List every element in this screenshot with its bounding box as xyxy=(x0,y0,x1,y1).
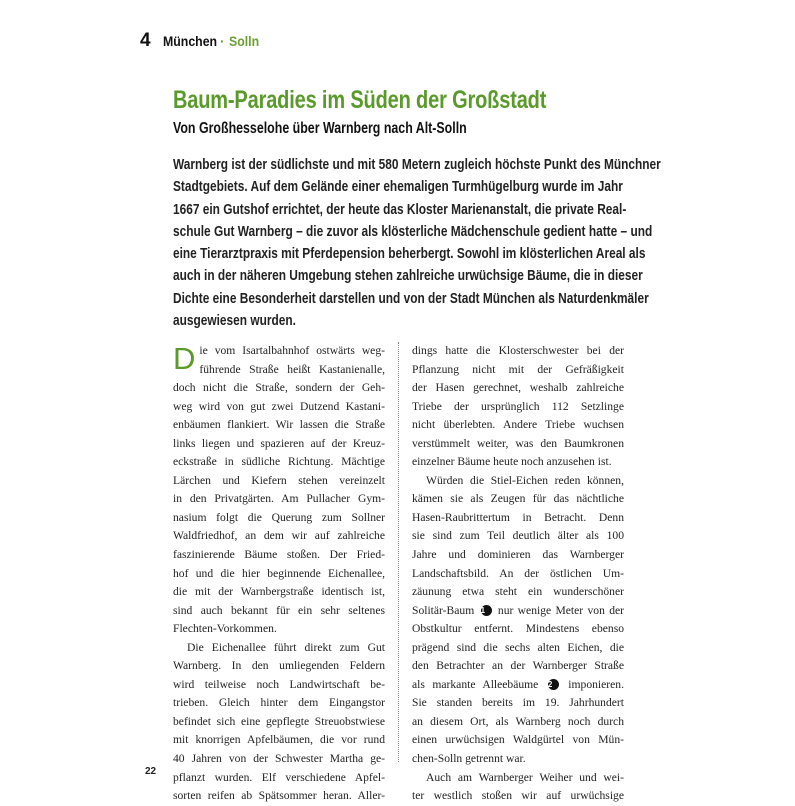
intro-line: Stadtgebiets. Auf dem Gelände einer ehemaligen Turmhügelburg wurde im Jahr xyxy=(173,179,623,196)
text-line: führende Straße heißt Kastanienalle, xyxy=(199,362,385,376)
text-line: 40 Jahren von der Schwester Martha ge- xyxy=(173,752,385,766)
text-line: Jahre und dominieren das Warnberger xyxy=(412,548,624,562)
text-line: chen-Solln getrennt war. xyxy=(412,752,526,766)
text-line: mit knorrigen Apfelbäumen, die vor rund xyxy=(173,733,385,747)
text-line-with-marker xyxy=(412,602,624,621)
text-line: verstümmelt weiter, was den Baumkronen xyxy=(412,436,624,450)
text-line: weg wird von gut zwei Dutzend Kastani- xyxy=(173,399,385,413)
text-line: trieben. Gleich hinter dem Eingangstor xyxy=(173,696,385,710)
drop-cap: D xyxy=(173,341,196,376)
text-line: links liegen und spazieren auf der Kreuz- xyxy=(173,436,385,450)
left-column xyxy=(173,342,385,806)
text-line: nasium folgt die Querung zum Sollner xyxy=(173,510,385,524)
text-fragment: imponieren. xyxy=(568,677,624,691)
text-line: wird teilweise noch Landwirtschaft be- xyxy=(173,677,385,691)
text-line: Warnberg. In den umliegenden Feldern xyxy=(173,659,385,673)
intro-paragraph xyxy=(173,154,661,332)
intro-line: Dichte eine Besonderheit darstellen und von der Stadt München als Naturdenkmäler xyxy=(173,290,649,307)
chapter-city: München xyxy=(162,33,217,49)
chapter-district: Solln xyxy=(228,33,259,49)
text-line: Triebe der ursprünglich 112 Setzlinge xyxy=(412,399,624,413)
map-marker-2-badge: 2 xyxy=(548,679,559,690)
intro-line: eine Tierarztpraxis mit Pferdepension beherbergt. Sowohl im klösterlichen Areal als xyxy=(173,246,646,263)
text-line: einzelner Bäume heute noch anzusehen ist. xyxy=(412,455,612,469)
text-line: kämen sie als Zeugen für das nächtliche xyxy=(412,492,624,506)
text-line: faszinierende Bäume stoßen. Der Fried- xyxy=(173,548,385,562)
map-marker-1-badge: 1 xyxy=(481,605,492,616)
intro-line: Warnberg ist der südlichste und mit 580 Metern zugleich höchste Punkt des Münchner xyxy=(173,157,661,173)
text-line: zäunung etwa steht ein wunderschöner xyxy=(412,585,624,599)
text-line: Die Eichenallee führt direkt zum Gut xyxy=(187,640,385,654)
intro-line: ausgewiesen wurden. xyxy=(173,313,296,330)
text-line: prägend sind die sechs alten Eichen, die xyxy=(412,640,624,654)
text-line: Lärchen und Kiefern stehen vereinzelt xyxy=(173,473,385,487)
text-line: ter westlich stoßen wir auf urwüchsige xyxy=(412,789,624,803)
right-column xyxy=(412,342,624,806)
text-line: Würden die Stiel-Eichen reden können, xyxy=(426,473,624,487)
text-line: Waldfriedhof, an dem wir auf zahlreiche xyxy=(173,529,385,543)
text-fragment: als markante Alleebäume xyxy=(412,677,539,691)
text-line: doch nicht die Straße, sondern der Geh- xyxy=(173,381,385,395)
text-line: Landschaftsbild. An der östlichen Um- xyxy=(412,566,624,580)
intro-line: auch in der näheren Umgebung stehen zahlreiche urwüchsige Bäume, die in dieser xyxy=(173,268,643,285)
text-line: Flechten-Vorkommen. xyxy=(173,622,277,636)
text-line: Obstkultur entfernt. Mindestens ebenso xyxy=(412,622,624,636)
chapter-number: 4 xyxy=(140,30,151,51)
page-subtitle: Von Großhesselohe über Warnberg nach Alt-Solln xyxy=(173,120,467,137)
text-fragment: nur wenige Meter von der xyxy=(497,603,624,617)
text-line: Auch am Warnberger Weiher und wei- xyxy=(426,770,624,784)
text-line: Hasen-Raubrittertum in Betracht. Denn xyxy=(412,510,624,524)
text-line: sorten reifen ab Spätsommer heran. Aller- xyxy=(173,789,385,803)
chapter-header xyxy=(140,30,263,52)
text-line-with-marker xyxy=(412,676,624,695)
text-line: nicht überlebten. Andere Triebe wuchsen xyxy=(412,418,624,432)
text-line: den Betrachter an der Warnberger Straße xyxy=(412,659,624,673)
text-line: an diesem Ort, als Warnberg noch durch xyxy=(412,714,624,728)
text-line: eckstraße in südliche Richtung. Mächtige xyxy=(173,455,385,469)
text-line: Sie standen bereits im 19. Jahrhundert xyxy=(412,696,624,710)
text-line: befindet sich eine gepflegte Streuobstwiese xyxy=(173,714,385,728)
text-line: in den Privatgärten. Am Pullacher Gym- xyxy=(173,492,385,506)
text-fragment: Solitär-Baum xyxy=(412,603,475,617)
text-line: sind auch bekannt für ein sehr seltenes xyxy=(173,603,385,617)
text-line: enbäumen flankiert. Wir lassen die Straße xyxy=(173,418,385,432)
page-title: Baum-Paradies im Süden der Großstadt xyxy=(173,86,547,114)
text-line: dings hatte die Klosterschwester bei der xyxy=(412,344,624,357)
text-line: Pflanzung nicht mit der Gefräßigkeit xyxy=(412,362,624,376)
column-divider xyxy=(398,342,399,762)
text-line: der Hasen gerechnet, weshalb zahlreiche xyxy=(412,381,624,395)
text-line: hof und die hier beginnende Eichenallee, xyxy=(173,566,385,580)
page-number: 22 xyxy=(145,766,157,777)
text-line: einen urwüchsigen Waldgürtel von Mün- xyxy=(412,733,624,747)
chapter-separator: · xyxy=(220,33,225,49)
intro-line: schule Gut Warnberg – die zuvor als klösterliche Mädchenschule gedient hatte – und xyxy=(173,223,653,240)
intro-line: 1667 ein Gutshof errichtet, der heute das Kloster Marienanstalt, die private Real- xyxy=(173,201,627,218)
text-line: pflanzt wurden. Elf verschiedene Apfel- xyxy=(173,770,385,784)
text-line: ie vom Isartalbahnhof ostwärts weg- xyxy=(199,344,385,357)
text-line: die mit der Warnbergstraße identisch ist, xyxy=(173,585,385,599)
text-line: sie sind zum Teil deutlich älter als 100 xyxy=(412,529,624,543)
